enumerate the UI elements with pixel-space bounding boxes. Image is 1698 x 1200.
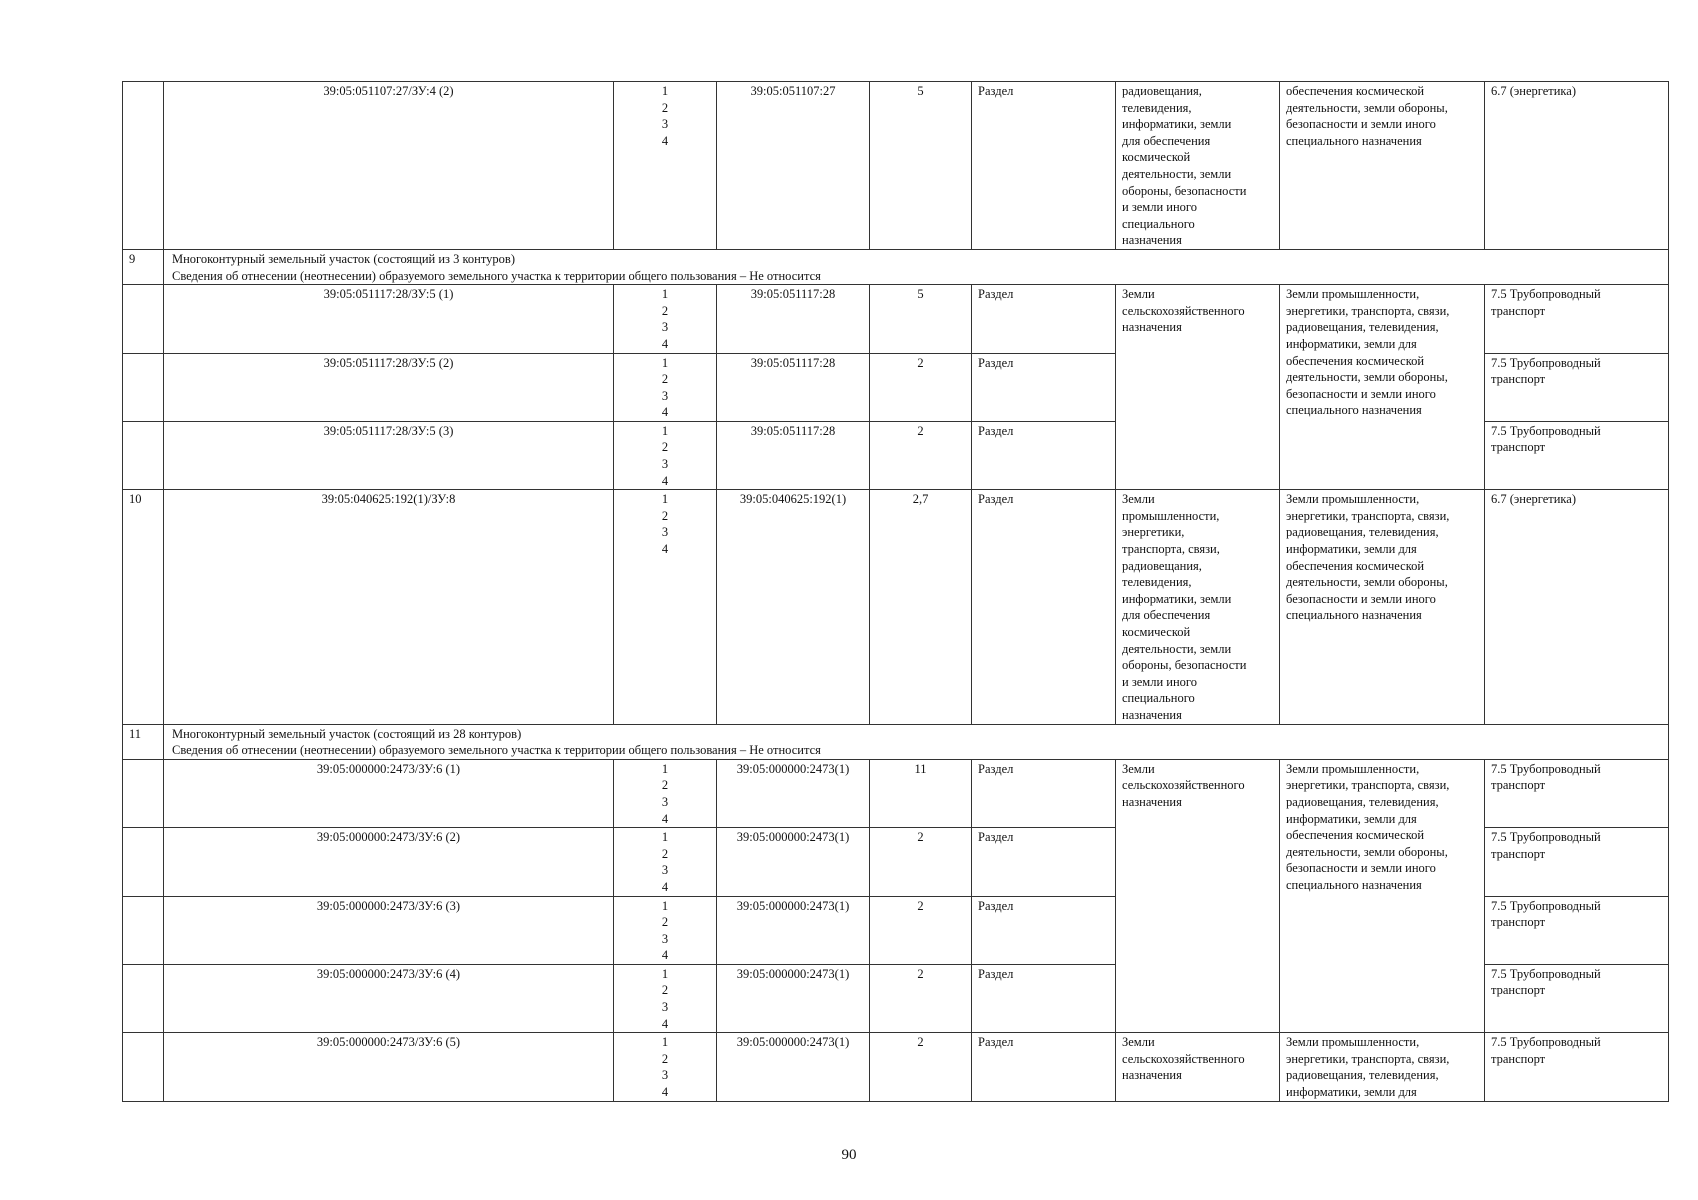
parent-cadastral-cell: 39:05:051117:28: [717, 353, 870, 421]
permitted-use-cell: [1485, 353, 1669, 421]
permitted-use-cell: [1485, 896, 1669, 964]
contour-points-cell: [614, 759, 717, 827]
land-category-cell-line: и земли иного: [1122, 200, 1197, 215]
group-description-cell: [164, 724, 1669, 759]
contour-points-cell-line: 2: [661, 100, 669, 115]
land-category-cell-line: деятельности, земли: [1122, 166, 1232, 181]
land-category-cell-line: специального: [1122, 691, 1195, 706]
land-category-cell-line: Земли: [1122, 287, 1155, 302]
group-description-cell-line: Многоконтурный земельный участок (состоящий из 28 контуров): [172, 726, 522, 741]
target-category-cell-line: безопасности и земли иного: [1286, 386, 1436, 401]
contour-points-cell-line: 2: [661, 1051, 669, 1066]
contour-points-cell-line: 4: [661, 336, 669, 351]
target-category-cell: [1280, 82, 1485, 250]
target-category-cell-line: деятельности, земли обороны,: [1286, 844, 1448, 859]
page-number: 90: [841, 1147, 857, 1163]
land-category-cell-line: радиовещания,: [1122, 84, 1202, 98]
contour-points-cell-line: 1: [661, 355, 669, 370]
method-cell: Раздел: [972, 1033, 1116, 1101]
count-cell: 5: [870, 285, 972, 353]
permitted-use-cell: [1485, 285, 1669, 353]
group-number-cell: 11: [123, 724, 164, 759]
contour-points-cell-line: 3: [661, 457, 669, 472]
parent-cadastral-cell: 39:05:051117:28: [717, 285, 870, 353]
land-category-cell-line: назначения: [1122, 707, 1182, 722]
group-description-cell: [164, 249, 1669, 284]
permitted-use-cell-line: 7.5 Трубопроводный: [1491, 423, 1601, 438]
row-number-cell: [123, 896, 164, 964]
plot-id-cell: 39:05:040625:192(1)/ЗУ:8: [164, 490, 614, 724]
permitted-use-cell-line: 7.5 Трубопроводный: [1491, 830, 1601, 845]
land-plots-table: [122, 81, 1669, 1102]
permitted-use-cell-line: транспорт: [1491, 846, 1546, 861]
parent-cadastral-cell: 39:05:000000:2473(1): [717, 896, 870, 964]
target-category-cell: [1280, 285, 1485, 490]
land-category-cell: [1116, 82, 1280, 250]
land-category-cell-line: деятельности, земли: [1122, 641, 1232, 656]
contour-points-cell-line: 2: [661, 303, 669, 318]
count-cell: 2,7: [870, 490, 972, 724]
land-category-cell-line: сельскохозяйственного: [1122, 303, 1245, 318]
contour-points-cell-line: 1: [661, 898, 669, 913]
table-row: [123, 490, 1669, 724]
contour-points-cell-line: 3: [661, 1068, 669, 1083]
plot-id-cell: 39:05:051117:28/ЗУ:5 (1): [164, 285, 614, 353]
method-cell: Раздел: [972, 896, 1116, 964]
land-category-cell: [1116, 759, 1280, 1033]
parent-cadastral-cell: 39:05:000000:2473(1): [717, 759, 870, 827]
count-cell: 2: [870, 896, 972, 964]
parent-cadastral-cell: 39:05:051117:28: [717, 421, 870, 489]
plot-id-cell: 39:05:000000:2473/ЗУ:6 (5): [164, 1033, 614, 1101]
contour-points-cell-line: 2: [661, 846, 669, 861]
count-cell: 2: [870, 964, 972, 1032]
target-category-cell-line: радиовещания, телевидения,: [1286, 1068, 1439, 1083]
land-category-cell-line: промышленности,: [1122, 508, 1220, 523]
table-row: [123, 82, 1669, 250]
land-category-cell-line: телевидения,: [1122, 575, 1192, 590]
land-category-cell-line: энергетики,: [1122, 525, 1185, 540]
parent-cadastral-cell: 39:05:000000:2473(1): [717, 828, 870, 896]
row-number-cell: [123, 285, 164, 353]
contour-points-cell-line: 1: [661, 966, 669, 981]
count-cell: 2: [870, 421, 972, 489]
permitted-use-cell-line: 7.5 Трубопроводный: [1491, 1035, 1601, 1050]
land-category-cell-line: для обеспечения: [1122, 133, 1211, 148]
target-category-cell-line: информатики, земли для: [1286, 1085, 1417, 1100]
land-category-cell-line: Земли: [1122, 492, 1155, 507]
contour-points-cell-line: 1: [661, 1035, 669, 1050]
target-category-cell-line: радиовещания, телевидения,: [1286, 320, 1439, 335]
land-category-cell: [1116, 490, 1280, 724]
target-category-cell-line: информатики, земли для: [1286, 336, 1417, 351]
row-number-cell: [123, 759, 164, 827]
land-category-cell-line: Земли: [1122, 761, 1155, 776]
land-category-cell-line: и земли иного: [1122, 674, 1197, 689]
parent-cadastral-cell: 39:05:051107:27: [717, 82, 870, 250]
table-row: [123, 285, 1669, 353]
plot-id-cell: 39:05:000000:2473/ЗУ:6 (1): [164, 759, 614, 827]
plot-id-cell: 39:05:000000:2473/ЗУ:6 (4): [164, 964, 614, 1032]
contour-points-cell-line: 2: [661, 372, 669, 387]
contour-points-cell-line: 3: [661, 863, 669, 878]
target-category-cell-line: энергетики, транспорта, связи,: [1286, 303, 1450, 318]
target-category-cell-line: деятельности, земли обороны,: [1286, 100, 1448, 115]
plot-id-cell: 39:05:000000:2473/ЗУ:6 (3): [164, 896, 614, 964]
method-cell: Раздел: [972, 828, 1116, 896]
contour-points-cell: [614, 896, 717, 964]
contour-points-cell: [614, 353, 717, 421]
target-category-cell-line: специального назначения: [1286, 403, 1422, 418]
parent-cadastral-cell: 39:05:000000:2473(1): [717, 1033, 870, 1101]
permitted-use-cell-line: 6.7 (энергетика): [1491, 492, 1577, 507]
contour-points-cell-line: 3: [661, 117, 669, 132]
table-row: [123, 759, 1669, 827]
target-category-cell-line: безопасности и земли иного: [1286, 591, 1436, 606]
row-number-cell: [123, 828, 164, 896]
land-category-cell: [1116, 1033, 1280, 1101]
land-category-cell-line: космической: [1122, 625, 1191, 639]
parent-cadastral-cell: 39:05:000000:2473(1): [717, 964, 870, 1032]
contour-points-cell-line: 2: [661, 915, 669, 930]
land-category-cell-line: сельскохозяйственного: [1122, 1051, 1245, 1066]
group-description-cell-line: Сведения об отнесении (неотнесении) образуемого земельного участка к территории общего пользования – Не относится: [172, 743, 821, 758]
permitted-use-cell-line: транспорт: [1491, 778, 1546, 793]
method-cell: Раздел: [972, 353, 1116, 421]
contour-points-cell-line: 3: [661, 931, 669, 946]
contour-points-cell-line: 1: [661, 830, 669, 845]
contour-points-cell-line: 4: [661, 1085, 669, 1100]
land-category-cell-line: радиовещания,: [1122, 558, 1202, 573]
group-header-row: [123, 724, 1669, 759]
contour-points-cell-line: 1: [661, 492, 669, 507]
land-category-cell-line: информатики, земли: [1122, 591, 1232, 606]
contour-points-cell-line: 3: [661, 388, 669, 403]
row-number-cell: [123, 964, 164, 1032]
target-category-cell-line: безопасности и земли иного: [1286, 117, 1436, 132]
method-cell: Раздел: [972, 421, 1116, 489]
plot-id-cell: 39:05:051117:28/ЗУ:5 (2): [164, 353, 614, 421]
method-cell: Раздел: [972, 490, 1116, 724]
permitted-use-cell-line: транспорт: [1491, 1051, 1546, 1066]
permitted-use-cell-line: транспорт: [1491, 372, 1546, 387]
permitted-use-cell-line: транспорт: [1491, 303, 1546, 318]
target-category-cell-line: энергетики, транспорта, связи,: [1286, 508, 1450, 523]
contour-points-cell-line: 2: [661, 778, 669, 793]
land-category-cell-line: транспорта, связи,: [1122, 542, 1220, 557]
row-number-cell: [123, 1033, 164, 1101]
target-category-cell-line: радиовещания, телевидения,: [1286, 525, 1439, 540]
target-category-cell-line: специального назначения: [1286, 608, 1422, 623]
row-number-cell: 10: [123, 490, 164, 724]
count-cell: 5: [870, 82, 972, 250]
contour-points-cell-line: 4: [661, 405, 669, 420]
target-category-cell-line: деятельности, земли обороны,: [1286, 575, 1448, 590]
permitted-use-cell-line: 7.5 Трубопроводный: [1491, 898, 1601, 913]
plot-id-cell: 39:05:051117:28/ЗУ:5 (3): [164, 421, 614, 489]
contour-points-cell-line: 1: [661, 287, 669, 302]
group-header-row: [123, 249, 1669, 284]
group-description-cell-line: Многоконтурный земельный участок (состоящий из 3 контуров): [172, 251, 515, 266]
permitted-use-cell-line: 6.7 (энергетика): [1491, 84, 1577, 98]
row-number-cell: [123, 353, 164, 421]
count-cell: 2: [870, 828, 972, 896]
contour-points-cell-line: 4: [661, 879, 669, 894]
group-description-cell-line: Сведения об отнесении (неотнесении) образуемого земельного участка к территории общего пользования – Не относится: [172, 268, 821, 283]
count-cell: 11: [870, 759, 972, 827]
contour-points-cell: [614, 964, 717, 1032]
target-category-cell: [1280, 759, 1485, 1033]
contour-points-cell-line: 3: [661, 320, 669, 335]
target-category-cell-line: информатики, земли для: [1286, 811, 1417, 826]
target-category-cell-line: обеспечения космической: [1286, 828, 1425, 843]
contour-points-cell-line: 4: [661, 473, 669, 488]
permitted-use-cell: [1485, 828, 1669, 896]
contour-points-cell-line: 4: [661, 1016, 669, 1031]
contour-points-cell: [614, 285, 717, 353]
permitted-use-cell-line: 7.5 Трубопроводный: [1491, 287, 1601, 302]
method-cell: Раздел: [972, 964, 1116, 1032]
method-cell: Раздел: [972, 759, 1116, 827]
plot-id-cell: 39:05:051107:27/ЗУ:4 (2): [164, 82, 614, 250]
land-category-cell-line: сельскохозяйственного: [1122, 778, 1245, 793]
target-category-cell-line: безопасности и земли иного: [1286, 861, 1436, 876]
land-category-cell-line: телевидения,: [1122, 100, 1192, 115]
contour-points-cell-line: 1: [661, 761, 669, 776]
contour-points-cell-line: 1: [661, 423, 669, 438]
permitted-use-cell: [1485, 759, 1669, 827]
row-number-cell: [123, 82, 164, 250]
target-category-cell-line: специального назначения: [1286, 877, 1422, 892]
target-category-cell-line: Земли промышленности,: [1286, 492, 1420, 507]
contour-points-cell-line: 2: [661, 508, 669, 523]
target-category-cell-line: Земли промышленности,: [1286, 1035, 1420, 1050]
target-category-cell-line: Земли промышленности,: [1286, 287, 1420, 302]
target-category-cell-line: энергетики, транспорта, связи,: [1286, 1051, 1450, 1066]
land-category-cell: [1116, 285, 1280, 490]
contour-points-cell-line: 3: [661, 794, 669, 809]
contour-points-cell: [614, 490, 717, 724]
permitted-use-cell-line: транспорт: [1491, 915, 1546, 930]
land-category-cell-line: космической: [1122, 150, 1191, 165]
target-category-cell-line: обеспечения космической: [1286, 558, 1425, 573]
target-category-cell-line: радиовещания, телевидения,: [1286, 794, 1439, 809]
target-category-cell-line: специального назначения: [1286, 133, 1422, 148]
contour-points-cell: [614, 82, 717, 250]
table-row: [123, 1033, 1669, 1101]
target-category-cell-line: деятельности, земли обороны,: [1286, 370, 1448, 385]
land-category-cell-line: обороны, безопасности: [1122, 183, 1247, 198]
count-cell: 2: [870, 353, 972, 421]
permitted-use-cell-line: 7.5 Трубопроводный: [1491, 355, 1601, 370]
contour-points-cell-line: 1: [661, 84, 669, 98]
row-number-cell: [123, 421, 164, 489]
contour-points-cell-line: 2: [661, 983, 669, 998]
contour-points-cell-line: 4: [661, 542, 669, 557]
contour-points-cell-line: 4: [661, 133, 669, 148]
land-category-cell-line: для обеспечения: [1122, 608, 1211, 623]
contour-points-cell-line: 4: [661, 811, 669, 826]
target-category-cell-line: Земли промышленности,: [1286, 761, 1420, 776]
permitted-use-cell: [1485, 490, 1669, 724]
target-category-cell: [1280, 1033, 1485, 1101]
land-category-cell-line: информатики, земли: [1122, 117, 1232, 132]
target-category-cell-line: информатики, земли для: [1286, 542, 1417, 557]
contour-points-cell-line: 4: [661, 948, 669, 963]
target-category-cell-line: обеспечения космической: [1286, 84, 1425, 98]
contour-points-cell: [614, 421, 717, 489]
land-category-cell-line: Земли: [1122, 1035, 1155, 1050]
permitted-use-cell: [1485, 421, 1669, 489]
permitted-use-cell-line: 7.5 Трубопроводный: [1491, 761, 1601, 776]
contour-points-cell: [614, 828, 717, 896]
method-cell: Раздел: [972, 82, 1116, 250]
contour-points-cell: [614, 1033, 717, 1101]
land-category-cell-line: специального: [1122, 216, 1195, 231]
permitted-use-cell-line: 7.5 Трубопроводный: [1491, 966, 1601, 981]
table-body: [123, 82, 1669, 1102]
permitted-use-cell: [1485, 82, 1669, 250]
method-cell: Раздел: [972, 285, 1116, 353]
land-category-cell-line: назначения: [1122, 233, 1182, 248]
land-category-cell-line: назначения: [1122, 794, 1182, 809]
land-category-cell-line: обороны, безопасности: [1122, 658, 1247, 673]
land-category-cell-line: назначения: [1122, 320, 1182, 335]
permitted-use-cell-line: транспорт: [1491, 983, 1546, 998]
contour-points-cell-line: 3: [661, 525, 669, 540]
plot-id-cell: 39:05:000000:2473/ЗУ:6 (2): [164, 828, 614, 896]
contour-points-cell-line: 2: [661, 440, 669, 455]
contour-points-cell-line: 3: [661, 1000, 669, 1015]
group-number-cell: 9: [123, 249, 164, 284]
permitted-use-cell: [1485, 1033, 1669, 1101]
parent-cadastral-cell: 39:05:040625:192(1): [717, 490, 870, 724]
count-cell: 2: [870, 1033, 972, 1101]
target-category-cell: [1280, 490, 1485, 724]
target-category-cell-line: энергетики, транспорта, связи,: [1286, 778, 1450, 793]
permitted-use-cell-line: транспорт: [1491, 440, 1546, 455]
target-category-cell-line: обеспечения космической: [1286, 353, 1425, 368]
land-category-cell-line: назначения: [1122, 1068, 1182, 1083]
permitted-use-cell: [1485, 964, 1669, 1032]
